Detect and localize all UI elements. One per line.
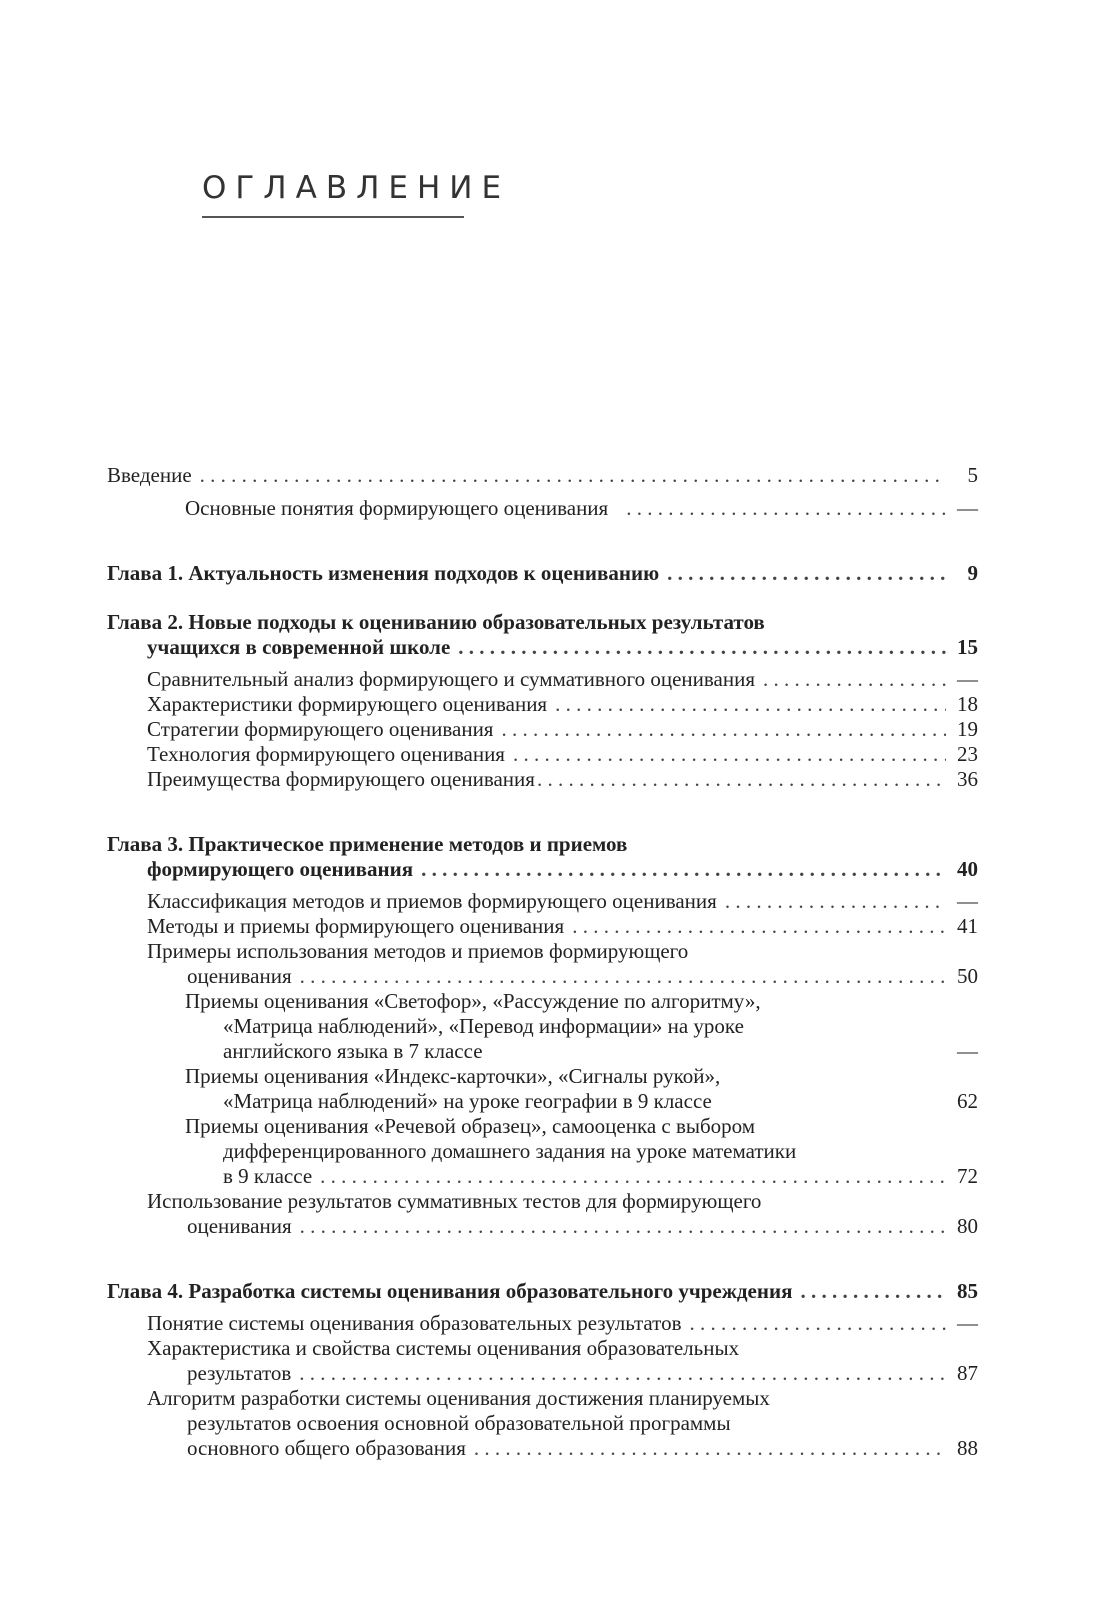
toc-entry-label: Стратегии формирующего оценивания bbox=[147, 717, 494, 741]
dot-leader bbox=[300, 1214, 946, 1239]
toc-entry-label: Глава 4. Разработка системы оценивания образовательного учреждения bbox=[107, 1279, 793, 1303]
toc-page-number: 18 bbox=[957, 692, 978, 716]
toc-entry-label-line: основного общего образования bbox=[187, 1436, 466, 1460]
toc-page-number: 23 bbox=[957, 742, 978, 766]
dot-leader bbox=[626, 496, 946, 521]
dot-leader bbox=[667, 561, 946, 586]
toc-entry-ch3-item[interactable] bbox=[107, 914, 978, 939]
toc-entry-label-line: Глава 3. Практическое применение методов и приемов bbox=[107, 832, 628, 856]
toc-entry-label: Понятие системы оценивания образовательных результатов bbox=[147, 1311, 682, 1335]
toc-page-number: — bbox=[957, 496, 978, 520]
toc-page-number: 62 bbox=[957, 1089, 978, 1113]
toc-entry-ch4-item[interactable] bbox=[107, 1336, 978, 1386]
toc-entry-chapter-3[interactable] bbox=[107, 832, 978, 882]
toc-page-number: 9 bbox=[967, 561, 978, 585]
toc-page-number: 72 bbox=[957, 1164, 978, 1188]
toc-page-number: 40 bbox=[957, 857, 978, 881]
dot-leader bbox=[300, 964, 946, 989]
toc-entry-label-line: «Матрица наблюдений» на уроке географии в 9 классе bbox=[223, 1089, 712, 1113]
toc-entry-label: Методы и приемы формирующего оценивания bbox=[147, 914, 565, 938]
toc-entry-ch3-examples[interactable] bbox=[107, 939, 978, 989]
toc-entry-label: Введение bbox=[107, 463, 192, 487]
dot-leader bbox=[800, 1279, 946, 1304]
toc-page-number: 50 bbox=[957, 964, 978, 988]
dot-leader bbox=[725, 889, 946, 914]
toc-entry-ch3-subitem[interactable] bbox=[107, 1114, 978, 1189]
toc-entry-ch4-item[interactable] bbox=[107, 1386, 978, 1461]
toc-entry-label: Сравнительный анализ формирующего и суммативного оценивания bbox=[147, 667, 756, 691]
toc-entry-label-line: Приемы оценивания «Речевой образец», самооценка с выбором bbox=[185, 1114, 756, 1138]
dot-leader bbox=[763, 667, 946, 692]
toc-entry-label-line: дифференцированного домашнего задания на уроке математики bbox=[223, 1139, 797, 1163]
toc-entry-label-line: формирующего оценивания bbox=[147, 857, 414, 881]
toc-page-number: 15 bbox=[957, 635, 978, 659]
toc-page-number: — bbox=[957, 889, 978, 913]
toc-entry-label-line: Глава 2. Новые подходы к оцениванию образовательных результатов bbox=[107, 610, 765, 634]
toc-entry-intro[interactable] bbox=[107, 463, 978, 488]
toc-entry-label: Классификация методов и приемов формирующего оценивания bbox=[147, 889, 717, 913]
toc-entry-chapter-2[interactable] bbox=[107, 610, 978, 660]
toc-entry-label: Технология формирующего оценивания bbox=[147, 742, 505, 766]
toc-page-number: — bbox=[957, 667, 978, 691]
table-of-contents bbox=[107, 463, 978, 1461]
title-underline bbox=[202, 216, 464, 218]
toc-entry-ch2-item[interactable] bbox=[107, 717, 978, 742]
toc-entry-label-line: результатов bbox=[187, 1361, 292, 1385]
toc-entry-ch4-item[interactable] bbox=[107, 1311, 978, 1336]
toc-page-number: 88 bbox=[957, 1436, 978, 1460]
toc-entry-label-line: Приемы оценивания «Светофор», «Рассуждение по алгоритму», bbox=[185, 989, 761, 1013]
toc-page-number: — bbox=[957, 1039, 978, 1063]
dot-leader bbox=[513, 742, 946, 767]
toc-entry-chapter-1[interactable] bbox=[107, 561, 978, 586]
toc-entry-ch3-subitem[interactable] bbox=[107, 1064, 978, 1114]
toc-entry-ch2-item[interactable] bbox=[107, 767, 978, 792]
dot-leader bbox=[299, 1361, 946, 1386]
toc-page-number: 85 bbox=[957, 1279, 978, 1303]
toc-entry-label-line: учащихся в современной школе bbox=[147, 635, 451, 659]
toc-entry-label-line: английского языка в 7 классе bbox=[223, 1039, 483, 1063]
toc-entry-ch2-item[interactable] bbox=[107, 742, 978, 767]
dot-leader bbox=[501, 717, 946, 742]
toc-entry-label: Преимущества формирующего оценивания bbox=[147, 767, 535, 791]
toc-entry-label-line: в 9 классе bbox=[223, 1164, 313, 1188]
toc-page-number: 19 bbox=[957, 717, 978, 741]
toc-entry-label-line: результатов освоения основной образовательной программы bbox=[187, 1411, 731, 1435]
toc-entry-ch2-item[interactable] bbox=[107, 667, 978, 692]
toc-entry-label: Основные понятия формирующего оценивания bbox=[185, 496, 609, 520]
toc-entry-label-line: Алгоритм разработки системы оценивания достижения планируемых bbox=[147, 1386, 770, 1410]
toc-entry-label: Характеристики формирующего оценивания bbox=[147, 692, 548, 716]
dot-leader bbox=[200, 463, 946, 488]
dot-leader bbox=[474, 1436, 946, 1461]
toc-entry-ch3-subitem[interactable] bbox=[107, 989, 978, 1064]
toc-page-number: 36 bbox=[957, 767, 978, 791]
page-title: ОГЛАВЛЕНИЕ bbox=[202, 170, 511, 206]
dot-leader bbox=[690, 1311, 947, 1336]
toc-page-number: 41 bbox=[957, 914, 978, 938]
toc-page-number: 5 bbox=[967, 463, 978, 487]
dot-leader bbox=[421, 857, 946, 882]
toc-entry-label-line: Примеры использования методов и приемов формирующего bbox=[147, 939, 689, 963]
toc-entry-label-line: оценивания bbox=[187, 964, 292, 988]
toc-heading-block bbox=[202, 168, 511, 218]
dot-leader bbox=[458, 635, 946, 660]
toc-entry-ch2-item[interactable] bbox=[107, 692, 978, 717]
toc-page-number: — bbox=[957, 1311, 978, 1335]
dot-leader bbox=[555, 692, 946, 717]
toc-page-number: 80 bbox=[957, 1214, 978, 1238]
toc-entry-label-line: Приемы оценивания «Индекс-карточки», «Сигналы рукой», bbox=[185, 1064, 721, 1088]
toc-entry-ch3-item[interactable] bbox=[107, 889, 978, 914]
dot-leader bbox=[320, 1164, 946, 1189]
toc-entry-label-line: Использование результатов суммативных тестов для формирующего bbox=[147, 1189, 762, 1213]
dot-leader bbox=[537, 767, 946, 792]
toc-entry-ch3-item[interactable] bbox=[107, 1189, 978, 1239]
toc-entry-intro-sub[interactable] bbox=[107, 496, 978, 521]
toc-page-number: 87 bbox=[957, 1361, 978, 1385]
dot-leader bbox=[572, 914, 946, 939]
toc-entry-label: Глава 1. Актуальность изменения подходов к оцениванию bbox=[107, 561, 660, 585]
toc-entry-label-line: оценивания bbox=[187, 1214, 292, 1238]
toc-entry-chapter-4[interactable] bbox=[107, 1279, 978, 1304]
toc-entry-label-line: «Матрица наблюдений», «Перевод информации» на уроке bbox=[223, 1014, 744, 1038]
toc-entry-label-line: Характеристика и свойства системы оценивания образовательных bbox=[147, 1336, 740, 1360]
